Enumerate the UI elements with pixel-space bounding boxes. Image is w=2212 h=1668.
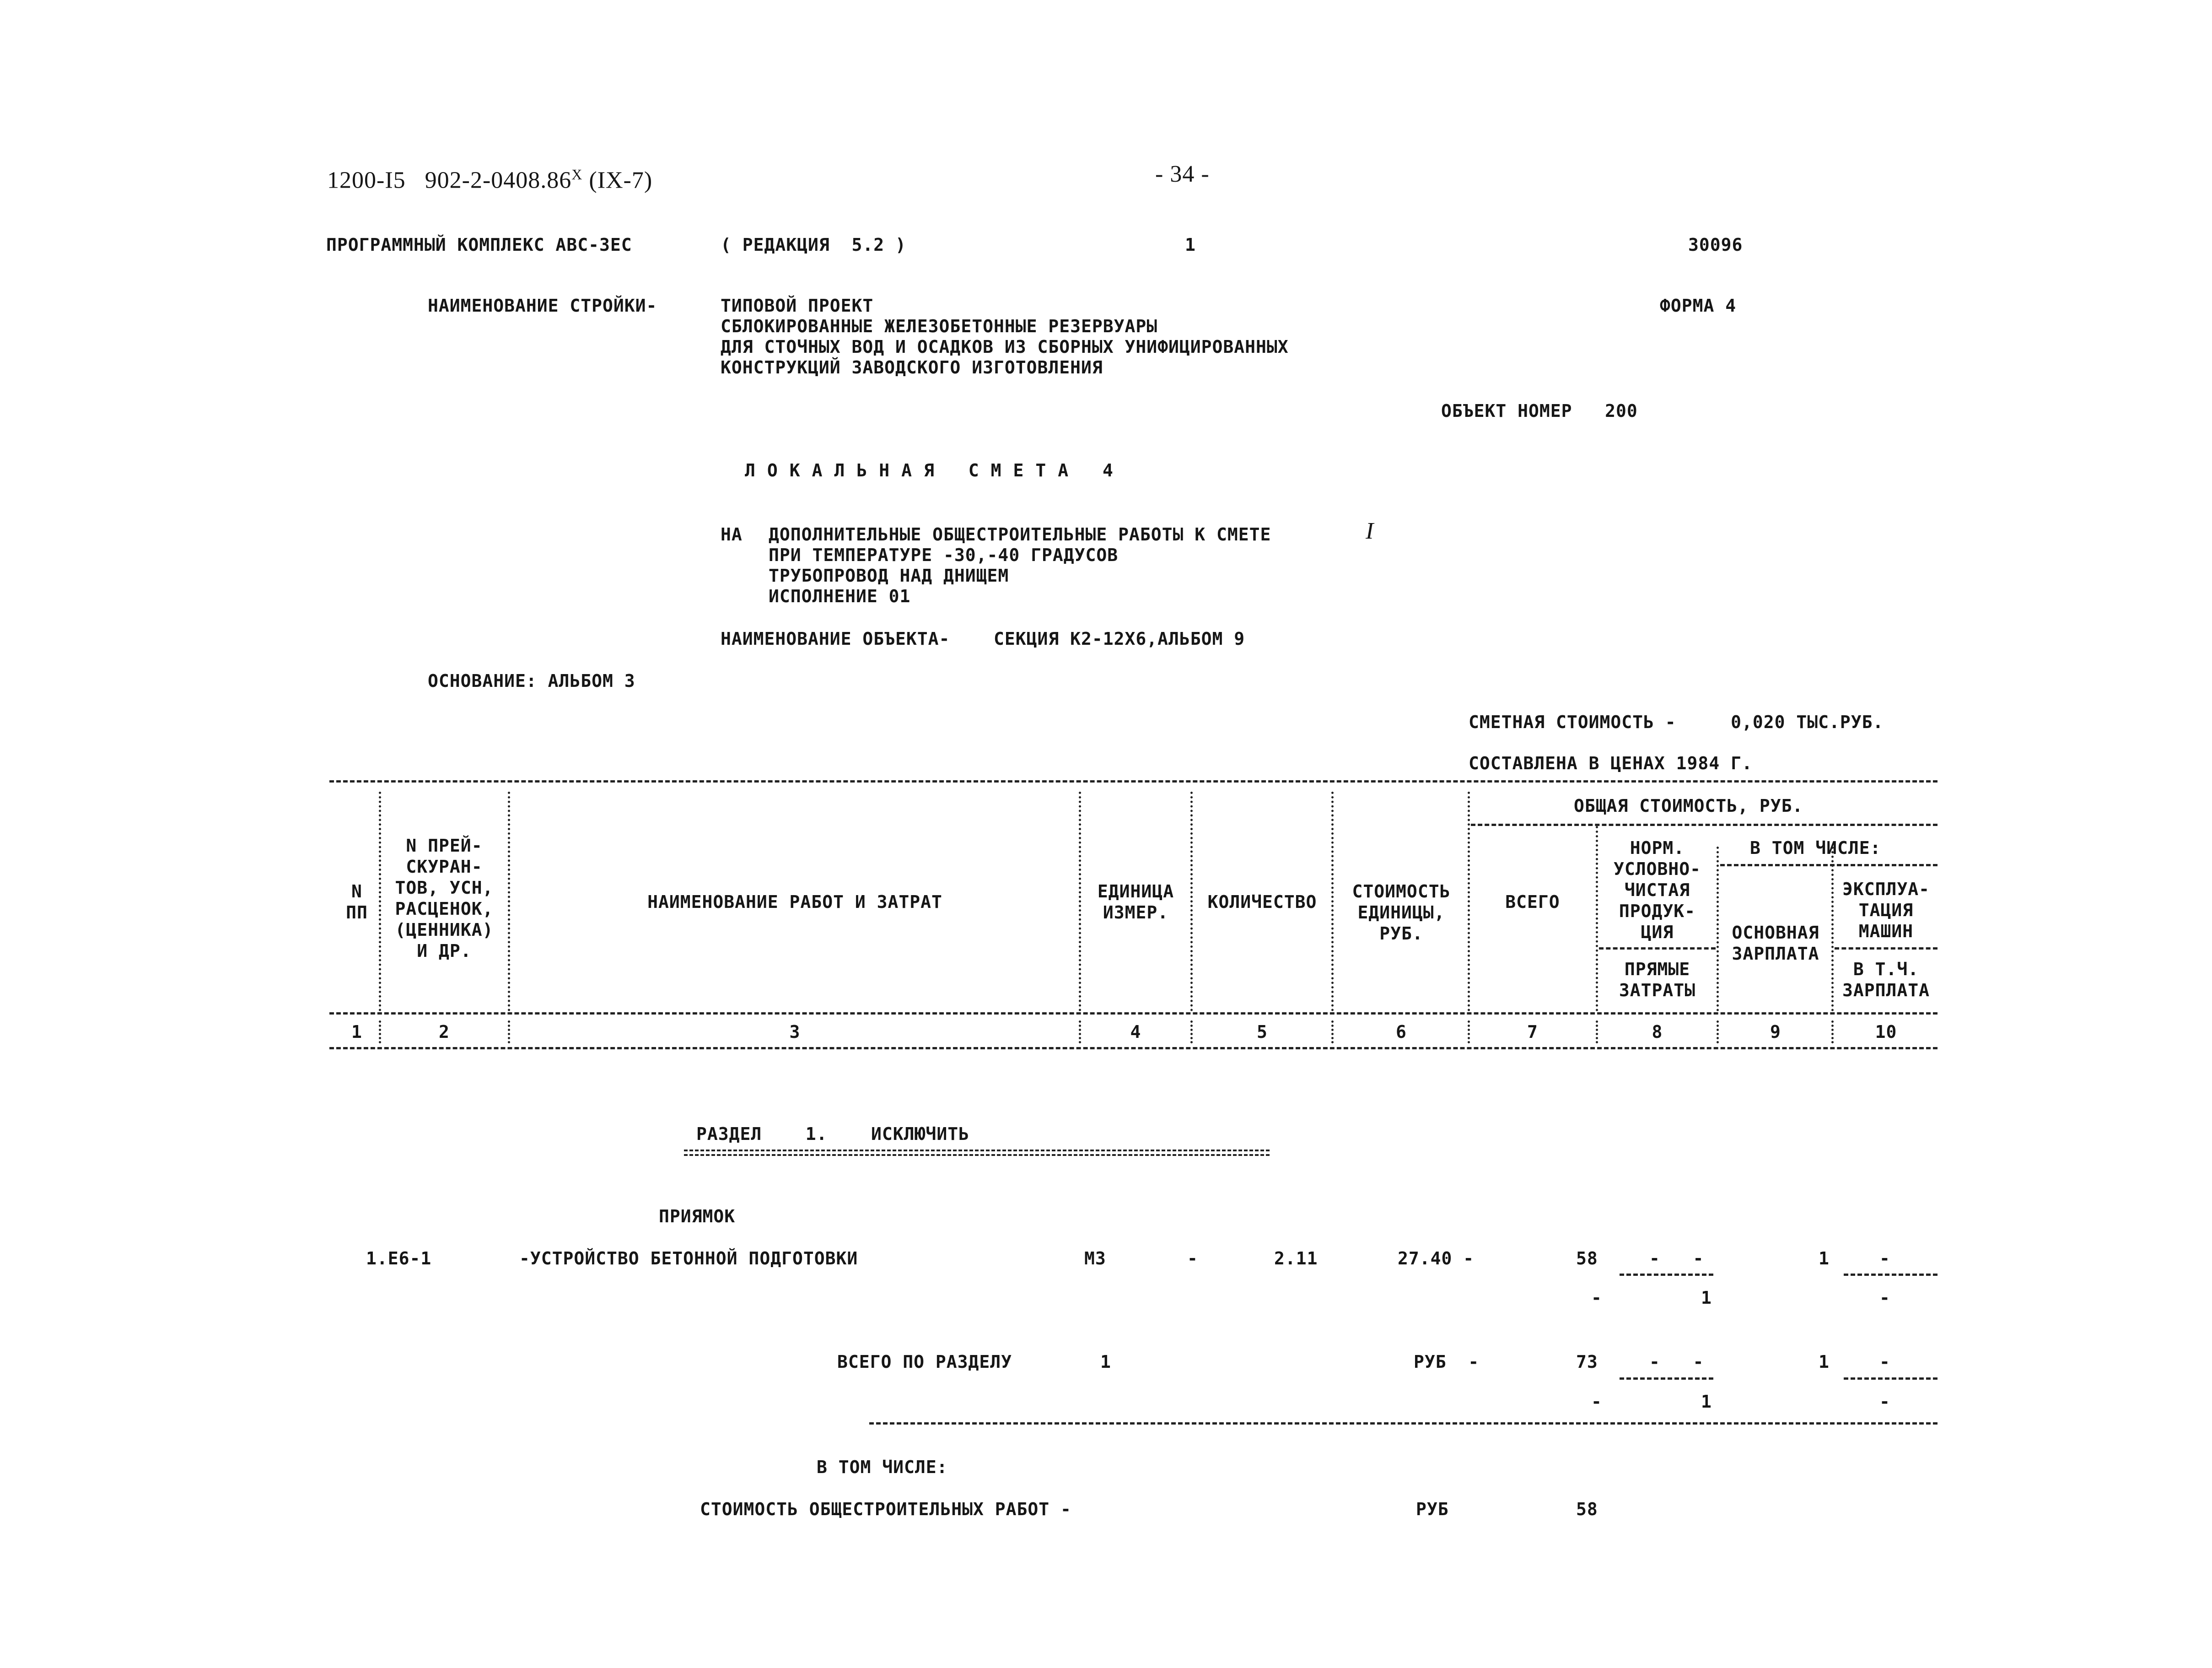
- col-divider-5: [1331, 792, 1334, 1011]
- document-code: 1200-I5 $902-2-0408.86^X$ (IX-7): [327, 166, 653, 194]
- document-number: 30096: [1688, 235, 1743, 255]
- col-divider-9: [1831, 847, 1834, 1011]
- row-name: -УСТРОЙСТВО БЕТОННОЙ ПОДГОТОВКИ: [519, 1248, 858, 1269]
- col-header-3: НАИМЕНОВАНИЕ РАБОТ И ЗАТРАТ: [647, 892, 942, 912]
- num-divider-7: [1596, 1020, 1598, 1043]
- row-col10-rule: [1844, 1274, 1938, 1276]
- form-number: ФОРМА 4: [1660, 296, 1737, 316]
- construction-line-1: ТИПОВОЙ ПРОЕКТ: [721, 296, 874, 316]
- program-edition: ( РЕДАКЦИЯ 5.2 ): [721, 235, 906, 255]
- col-divider-2: [508, 792, 510, 1011]
- including-label: В ТОМ ЧИСЛЕ:: [817, 1457, 948, 1477]
- row-total: 58: [1576, 1248, 1598, 1269]
- col-header-5: КОЛИЧЕСТВО: [1207, 892, 1317, 912]
- section-title-underline: [684, 1150, 1270, 1156]
- general-works-unit: РУБ: [1416, 1499, 1449, 1519]
- section-title: РАЗДЕЛ 1. ИСКЛЮЧИТЬ: [696, 1124, 969, 1144]
- col-header-10-top: ЭКСПЛУА- ТАЦИЯ МАШИН: [1842, 879, 1930, 941]
- row-code: 1.Е6-1: [366, 1248, 432, 1269]
- construction-line-4: КОНСТРУКЦИЙ ЗАВОДСКОГО ИЗГОТОВЛЕНИЯ: [721, 357, 1103, 378]
- col-header-10-bottom: В Т.Ч. ЗАРПЛАТА: [1842, 959, 1930, 1000]
- subtotal-col8-bottom-right: 1: [1701, 1392, 1712, 1412]
- col-header-6: СТОИМОСТЬ ЕДИНИЦЫ, РУБ.: [1352, 881, 1451, 944]
- subtotal-label: ВСЕГО ПО РАЗДЕЛУ: [837, 1352, 1012, 1372]
- col-divider-4: [1190, 792, 1193, 1011]
- col-divider-3: [1079, 792, 1081, 1011]
- subtotal-total: 73: [1576, 1352, 1598, 1372]
- basis: ОСНОВАНИЕ: АЛЬБОМ 3: [428, 671, 635, 691]
- num-divider-9: [1831, 1020, 1834, 1043]
- col-number-6: 6: [1396, 1022, 1407, 1042]
- col-divider-1: [379, 792, 381, 1011]
- including-underline: [1720, 864, 1938, 866]
- col-header-8-bottom: ПРЯМЫЕ ЗАТРАТЫ: [1619, 959, 1696, 1000]
- subtotal-section-number: 1: [1100, 1352, 1111, 1372]
- header-bottom-rule: [329, 1012, 1938, 1015]
- col-divider-8: [1717, 847, 1719, 1011]
- row-col8-top: - -: [1649, 1248, 1704, 1269]
- estimate-title: ЛОКАЛЬНАЯ СМЕТА 4: [745, 460, 1125, 480]
- total-cost-header: ОБЩАЯ СТОИМОСТЬ, РУБ.: [1574, 796, 1803, 816]
- col-divider-7: [1596, 826, 1598, 1011]
- col-number-7: 7: [1527, 1022, 1538, 1042]
- general-works-label: СТОИМОСТЬ ОБЩЕСТРОИТЕЛЬНЫХ РАБОТ -: [700, 1499, 1071, 1519]
- construction-line-3: ДЛЯ СТОЧНЫХ ВОД И ОСАДКОВ ИЗ СБОРНЫХ УНИФИЦИРОВАННЫХ: [721, 337, 1289, 357]
- col-number-10: 10: [1875, 1022, 1897, 1042]
- row-col9: 1: [1819, 1248, 1830, 1269]
- total-cost-underline: [1471, 824, 1938, 826]
- table-top-rule: [329, 780, 1938, 783]
- col-number-5: 5: [1257, 1022, 1268, 1042]
- subtotal-col10-top: -: [1879, 1352, 1890, 1372]
- estimate-ref: I: [1366, 518, 1374, 544]
- row-unit-cost: 27.40 -: [1398, 1248, 1475, 1269]
- col-header-8-top: НОРМ. УСЛОВНО- ЧИСТАЯ ПРОДУК- ЦИЯ: [1613, 838, 1701, 942]
- num-divider-4: [1190, 1020, 1193, 1043]
- subtotal-col9: 1: [1819, 1352, 1830, 1372]
- col-header-2: N ПРЕЙ- СКУРАН- ТОВ, УСН, РАСЦЕНОК, (ЦЕННИКА) И ДР.: [395, 836, 494, 961]
- subtotal-col8-top: - -: [1649, 1352, 1704, 1372]
- col-number-9: 9: [1770, 1022, 1781, 1042]
- num-divider-8: [1717, 1020, 1719, 1043]
- col-number-1: 1: [351, 1022, 362, 1042]
- subtotal-col10-rule: [1844, 1377, 1938, 1380]
- construction-label: НАИМЕНОВАНИЕ СТРОЙКИ-: [428, 296, 657, 316]
- including-header: В ТОМ ЧИСЛЕ:: [1750, 838, 1881, 858]
- row-quantity: 2.11: [1274, 1248, 1318, 1269]
- object-number: ОБЪЕКТ НОМЕР 200: [1441, 401, 1638, 421]
- col-number-2: 2: [439, 1022, 450, 1042]
- subtotal-unit: РУБ -: [1414, 1352, 1480, 1372]
- row-col8-rule: [1620, 1274, 1713, 1276]
- row-col8-bottom-right: 1: [1701, 1288, 1712, 1308]
- subtotal-rule: [869, 1422, 1938, 1425]
- program-name: ПРОГРАММНЫЙ КОМПЛЕКС АВС-ЗЕС: [326, 235, 632, 255]
- row-dash: -: [1187, 1248, 1198, 1269]
- subtotal-col8-rule: [1620, 1377, 1713, 1380]
- sheet-number: 1: [1185, 235, 1196, 255]
- row-col10-top: -: [1879, 1248, 1890, 1269]
- estimated-cost: СМЕТНАЯ СТОИМОСТЬ - 0,020 ТЫС.РУБ.: [1469, 712, 1884, 732]
- subtotal-col10-bottom: -: [1879, 1392, 1890, 1412]
- row-col8-bottom-left: -: [1591, 1288, 1602, 1308]
- col-number-8: 8: [1652, 1022, 1663, 1042]
- estimate-on-line-4: ИСПОЛНЕНИЕ 01: [769, 586, 911, 606]
- subgroup-title: ПРИЯМОК: [659, 1206, 736, 1226]
- general-works-value: 58: [1576, 1499, 1598, 1519]
- estimate-on-line-1: ДОПОЛНИТЕЛЬНЫЕ ОБЩЕСТРОИТЕЛЬНЫЕ РАБОТЫ К СМЕТЕ: [769, 524, 1271, 545]
- num-divider-5: [1331, 1020, 1334, 1043]
- estimate-on-label: НА: [721, 524, 743, 545]
- numbers-bottom-rule: [329, 1047, 1938, 1049]
- col-8-divider: [1599, 947, 1716, 950]
- price-level: СОСТАВЛЕНА В ЦЕНАХ 1984 Г.: [1469, 753, 1753, 773]
- row-unit: М3: [1084, 1248, 1106, 1269]
- num-divider-3: [1079, 1020, 1081, 1043]
- col-divider-6: [1468, 792, 1470, 1011]
- subtotal-col8-bottom-left: -: [1591, 1392, 1602, 1412]
- col-10-divider: [1835, 947, 1938, 950]
- col-header-9: ОСНОВНАЯ ЗАРПЛАТА: [1732, 923, 1819, 964]
- estimate-on-line-3: ТРУБОПРОВОД НАД ДНИЩЕМ: [769, 566, 1009, 586]
- page-number: - 34 -: [1155, 161, 1210, 187]
- col-header-7: ВСЕГО: [1505, 892, 1560, 912]
- num-divider-6: [1468, 1020, 1470, 1043]
- col-number-4: 4: [1130, 1022, 1141, 1042]
- object-name: НАИМЕНОВАНИЕ ОБЪЕКТА- СЕКЦИЯ К2-12Х6,АЛЬБОМ 9: [721, 629, 1245, 649]
- num-divider-2: [508, 1020, 510, 1043]
- estimate-on-line-2: ПРИ ТЕМПЕРАТУРЕ -30,-40 ГРАДУСОВ: [769, 545, 1119, 565]
- col-header-1: N ПП: [346, 881, 368, 923]
- num-divider-1: [379, 1020, 381, 1043]
- col-header-4: ЕДИНИЦА ИЗМЕР.: [1097, 881, 1174, 923]
- row-col10-bottom: -: [1879, 1288, 1890, 1308]
- construction-line-2: СБЛОКИРОВАННЫЕ ЖЕЛЕЗОБЕТОННЫЕ РЕЗЕРВУАРЫ: [721, 316, 1158, 336]
- col-number-3: 3: [789, 1022, 801, 1042]
